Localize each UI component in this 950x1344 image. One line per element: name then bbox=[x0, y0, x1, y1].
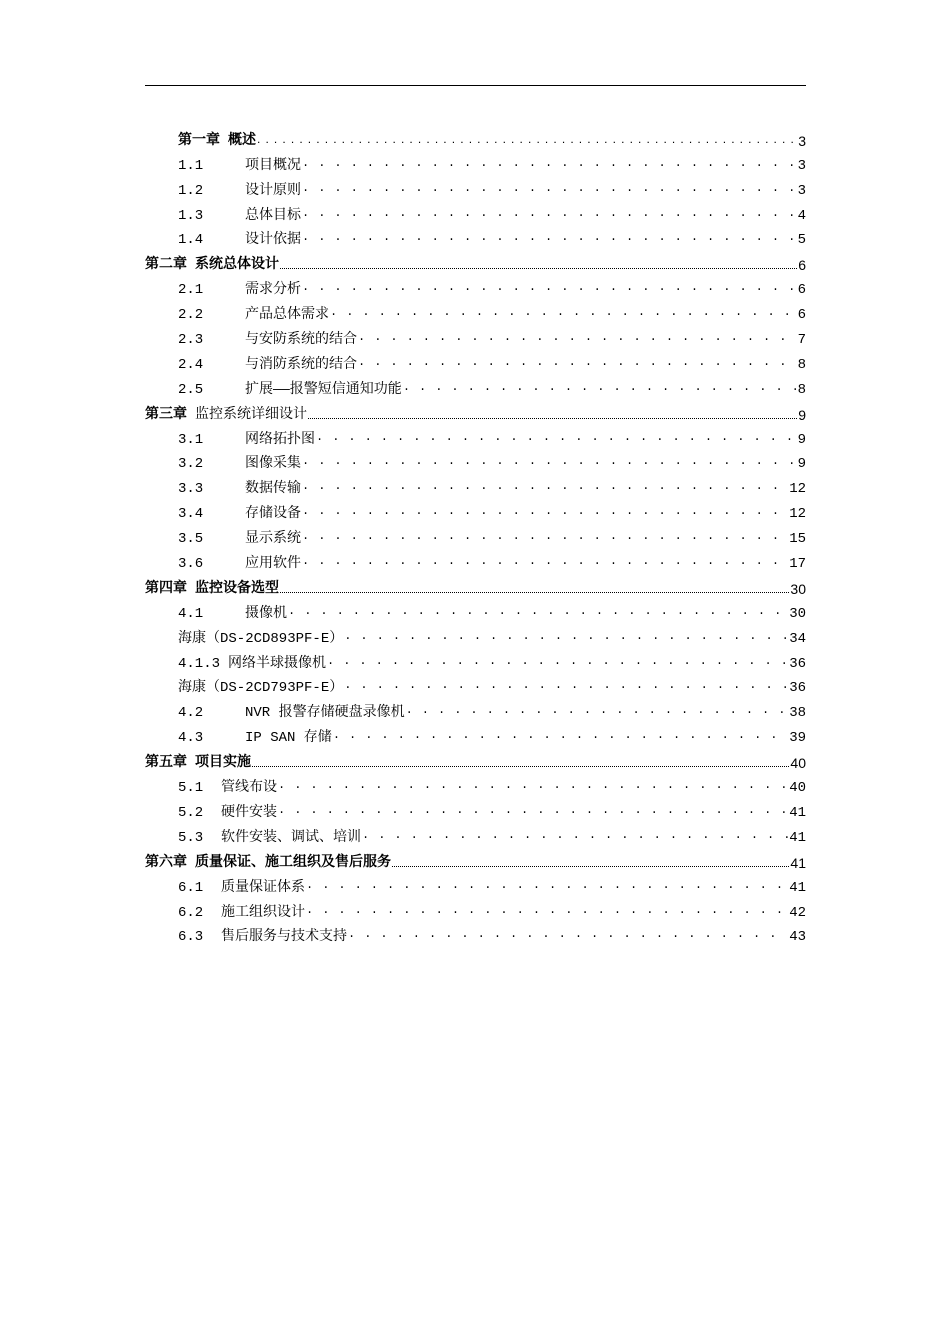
toc-dot-leader bbox=[330, 304, 797, 320]
toc-entry-title: 质量保证、施工组织及售后服务 bbox=[195, 852, 391, 869]
toc-entry-title: 显示系统 bbox=[245, 531, 301, 548]
toc-page-number: 5 bbox=[797, 232, 806, 249]
toc-entry-number: 6.1 bbox=[178, 879, 204, 896]
toc-entry[interactable] bbox=[145, 273, 806, 298]
toc-entry[interactable] bbox=[145, 622, 806, 647]
toc-page-number: 12 bbox=[789, 481, 806, 498]
toc-entry-title: 监控系统详细设计 bbox=[195, 404, 307, 421]
toc-dot-leader bbox=[308, 418, 797, 419]
toc-entry-number: 6.2 bbox=[178, 904, 204, 921]
toc-entry-number: 3.5 bbox=[178, 531, 204, 548]
toc-entry[interactable] bbox=[145, 448, 806, 473]
toc-entry-title: 监控设备选型 bbox=[195, 578, 279, 595]
toc-entry-number: 1.2 bbox=[178, 182, 204, 199]
toc-entry-title: 网络拓扑图 bbox=[245, 431, 315, 448]
toc-entry-number: 4.2 bbox=[178, 705, 204, 722]
toc-entry-title: 售后服务与技术支持 bbox=[221, 929, 347, 946]
toc-page-number: 3 bbox=[798, 132, 806, 149]
toc-entry[interactable] bbox=[145, 771, 806, 796]
toc-dot-leader bbox=[302, 279, 797, 295]
toc-entry[interactable] bbox=[145, 124, 806, 149]
toc-entry-title: 质量保证体系 bbox=[221, 879, 305, 896]
toc-page-number: 43 bbox=[789, 929, 806, 946]
toc-entry-number: 5.2 bbox=[178, 804, 204, 821]
toc-page-number: 15 bbox=[789, 531, 806, 548]
toc-entry-number: 2.4 bbox=[178, 356, 204, 373]
toc-entry-title: NVR 报警存储硬盘录像机 bbox=[245, 705, 405, 722]
toc-page-number: 9 bbox=[797, 431, 806, 448]
toc-entry[interactable] bbox=[145, 921, 806, 946]
toc-entry-number: 5.1 bbox=[178, 780, 204, 797]
toc-entry-number: 第三章 bbox=[145, 404, 187, 421]
toc-page-number: 8 bbox=[797, 356, 806, 373]
toc-page-number: 36 bbox=[789, 680, 806, 697]
toc-dot-leader bbox=[302, 553, 788, 569]
toc-page-number: 7 bbox=[797, 332, 806, 349]
toc-page-number: 8 bbox=[797, 381, 806, 398]
toc-entry[interactable] bbox=[145, 547, 806, 572]
toc-entry-number: 3.6 bbox=[178, 556, 204, 573]
toc-entry[interactable] bbox=[145, 746, 806, 771]
toc-dot-leader bbox=[406, 702, 789, 718]
toc-entry-title: IP SAN 存储 bbox=[245, 730, 332, 747]
toc-page-number: 6 bbox=[797, 282, 806, 299]
toc-entry[interactable] bbox=[145, 174, 806, 199]
toc-entry-number: 2.5 bbox=[178, 381, 204, 398]
toc-dot-leader bbox=[302, 503, 788, 519]
toc-entry[interactable] bbox=[145, 597, 806, 622]
toc-entry[interactable] bbox=[145, 721, 806, 746]
toc-page-number: 42 bbox=[789, 904, 806, 921]
toc-entry[interactable] bbox=[145, 298, 806, 323]
toc-entry[interactable] bbox=[145, 796, 806, 821]
toc-page-number: 40 bbox=[789, 780, 806, 797]
toc-entry-title: 海康（DS-2CD793PF-E） bbox=[178, 680, 344, 697]
table-of-contents bbox=[145, 124, 806, 945]
toc-entry-title: 设计原则 bbox=[245, 182, 301, 199]
toc-dot-leader bbox=[348, 926, 788, 942]
toc-dot-leader bbox=[280, 268, 797, 269]
toc-dot-leader bbox=[362, 827, 788, 843]
toc-entry[interactable] bbox=[145, 373, 806, 398]
toc-entry[interactable] bbox=[145, 647, 806, 672]
toc-entry[interactable] bbox=[145, 149, 806, 174]
toc-entry[interactable] bbox=[145, 572, 806, 597]
toc-entry-number: 第二章 bbox=[145, 255, 187, 272]
toc-entry-title: 项目实施 bbox=[195, 753, 251, 770]
toc-dot-leader bbox=[302, 205, 797, 221]
toc-entry-title: 硬件安装 bbox=[221, 804, 277, 821]
toc-dot-leader bbox=[302, 155, 797, 171]
toc-dot-leader bbox=[344, 677, 788, 693]
toc-page-number: 12 bbox=[789, 506, 806, 523]
toc-entry[interactable] bbox=[145, 348, 806, 373]
toc-dot-leader bbox=[358, 354, 797, 370]
toc-entry-title: 扩展——报警短信通知功能 bbox=[245, 381, 402, 398]
toc-dot-leader bbox=[302, 229, 797, 245]
toc-page-number: 38 bbox=[789, 705, 806, 722]
toc-page-number: 17 bbox=[789, 556, 806, 573]
toc-entry-number: 第六章 bbox=[145, 852, 187, 869]
toc-entry[interactable] bbox=[145, 696, 806, 721]
toc-entry[interactable] bbox=[145, 398, 806, 423]
toc-entry[interactable] bbox=[145, 522, 806, 547]
toc-entry-title: 项目概况 bbox=[245, 157, 301, 174]
toc-page-number: 3 bbox=[797, 182, 806, 199]
toc-entry[interactable] bbox=[145, 896, 806, 921]
toc-entry-title: 需求分析 bbox=[245, 282, 301, 299]
toc-entry-title: 海康（DS-2CD893PF-E） bbox=[178, 630, 344, 647]
toc-entry-title: 应用软件 bbox=[245, 556, 301, 573]
toc-dot-leader bbox=[257, 130, 797, 146]
toc-dot-leader bbox=[306, 877, 788, 893]
toc-entry[interactable] bbox=[145, 248, 806, 273]
toc-entry-number: 2.2 bbox=[178, 307, 204, 324]
toc-page-number: 30 bbox=[790, 580, 806, 597]
toc-dot-leader bbox=[280, 592, 789, 593]
toc-entry-title: 设计依据 bbox=[245, 232, 301, 249]
toc-entry[interactable] bbox=[145, 224, 806, 249]
toc-dot-leader bbox=[306, 902, 788, 918]
toc-dot-leader bbox=[403, 379, 797, 395]
toc-entry-title: 摄像机 bbox=[245, 605, 287, 622]
toc-page-number: 41 bbox=[789, 829, 806, 846]
toc-dot-leader bbox=[333, 727, 788, 743]
toc-entry-number: 2.1 bbox=[178, 282, 204, 299]
toc-dot-leader bbox=[278, 777, 788, 793]
toc-dot-leader bbox=[316, 429, 797, 445]
toc-page-number: 41 bbox=[790, 854, 806, 871]
toc-entry-number: 1.1 bbox=[178, 157, 204, 174]
toc-page-number: 4 bbox=[797, 207, 806, 224]
toc-page-number: 3 bbox=[797, 157, 806, 174]
toc-entry-title: 软件安装、调试、培训 bbox=[221, 829, 361, 846]
toc-entry[interactable] bbox=[145, 472, 806, 497]
toc-entry-title: 与消防系统的结合 bbox=[245, 356, 357, 373]
toc-entry-title: 系统总体设计 bbox=[195, 255, 279, 272]
toc-entry-number: 1.4 bbox=[178, 232, 204, 249]
header-rule bbox=[145, 85, 806, 86]
toc-entry-number: 3.3 bbox=[178, 481, 204, 498]
toc-entry-number: 第四章 bbox=[145, 578, 187, 595]
toc-dot-leader bbox=[327, 653, 788, 669]
toc-entry[interactable] bbox=[145, 821, 806, 846]
toc-dot-leader bbox=[302, 528, 788, 544]
toc-dot-leader bbox=[288, 603, 788, 619]
toc-page-number: 41 bbox=[789, 879, 806, 896]
toc-dot-leader bbox=[252, 766, 789, 767]
toc-entry-title: 存储设备 bbox=[245, 506, 301, 523]
toc-dot-leader bbox=[344, 628, 788, 644]
toc-entry-number: 2.3 bbox=[178, 332, 204, 349]
toc-entry-number: 5.3 bbox=[178, 829, 204, 846]
toc-dot-leader bbox=[302, 478, 788, 494]
toc-entry-number: 1.3 bbox=[178, 207, 204, 224]
toc-page-number: 39 bbox=[789, 730, 806, 747]
toc-entry-number: 第一章 bbox=[178, 130, 220, 147]
toc-dot-leader bbox=[278, 802, 788, 818]
toc-page-number: 30 bbox=[789, 605, 806, 622]
toc-page-number: 41 bbox=[789, 804, 806, 821]
toc-page-number: 34 bbox=[789, 630, 806, 647]
toc-entry-number: 第五章 bbox=[145, 753, 187, 770]
toc-entry-number: 6.3 bbox=[178, 929, 204, 946]
toc-entry-title: 图像采集 bbox=[245, 456, 301, 473]
toc-dot-leader bbox=[358, 329, 797, 345]
toc-entry-title: 总体目标 bbox=[245, 207, 301, 224]
toc-entry-title: 与安防系统的结合 bbox=[245, 332, 357, 349]
toc-dot-leader bbox=[392, 866, 789, 867]
toc-entry-number: 3.4 bbox=[178, 506, 204, 523]
toc-entry-number: 4.3 bbox=[178, 730, 204, 747]
toc-entry-title: 网络半球摄像机 bbox=[228, 655, 327, 672]
toc-entry[interactable] bbox=[145, 199, 806, 224]
toc-page-number: 6 bbox=[797, 307, 806, 324]
toc-entry[interactable] bbox=[145, 323, 806, 348]
toc-entry-number: 4.1.3 bbox=[178, 655, 221, 672]
toc-page-number: 9 bbox=[797, 456, 806, 473]
toc-entry-title: 产品总体需求 bbox=[245, 307, 329, 324]
toc-entry-title: 施工组织设计 bbox=[221, 904, 305, 921]
toc-entry-number: 3.1 bbox=[178, 431, 204, 448]
toc-page-number: 36 bbox=[789, 655, 806, 672]
toc-dot-leader bbox=[302, 453, 797, 469]
toc-page-number: 9 bbox=[798, 406, 806, 423]
toc-entry-number: 3.2 bbox=[178, 456, 204, 473]
toc-entry[interactable] bbox=[145, 497, 806, 522]
toc-entry[interactable] bbox=[145, 423, 806, 448]
toc-dot-leader bbox=[302, 180, 797, 196]
toc-entry[interactable] bbox=[145, 846, 806, 871]
toc-entry-title: 管线布设 bbox=[221, 780, 277, 797]
toc-page-number: 6 bbox=[798, 257, 806, 274]
toc-entry[interactable] bbox=[145, 672, 806, 697]
toc-entry-title: 数据传输 bbox=[245, 481, 301, 498]
toc-entry[interactable] bbox=[145, 871, 806, 896]
toc-entry-title: 概述 bbox=[228, 130, 256, 147]
toc-page-number: 40 bbox=[790, 755, 806, 772]
toc-entry-number: 4.1 bbox=[178, 605, 204, 622]
